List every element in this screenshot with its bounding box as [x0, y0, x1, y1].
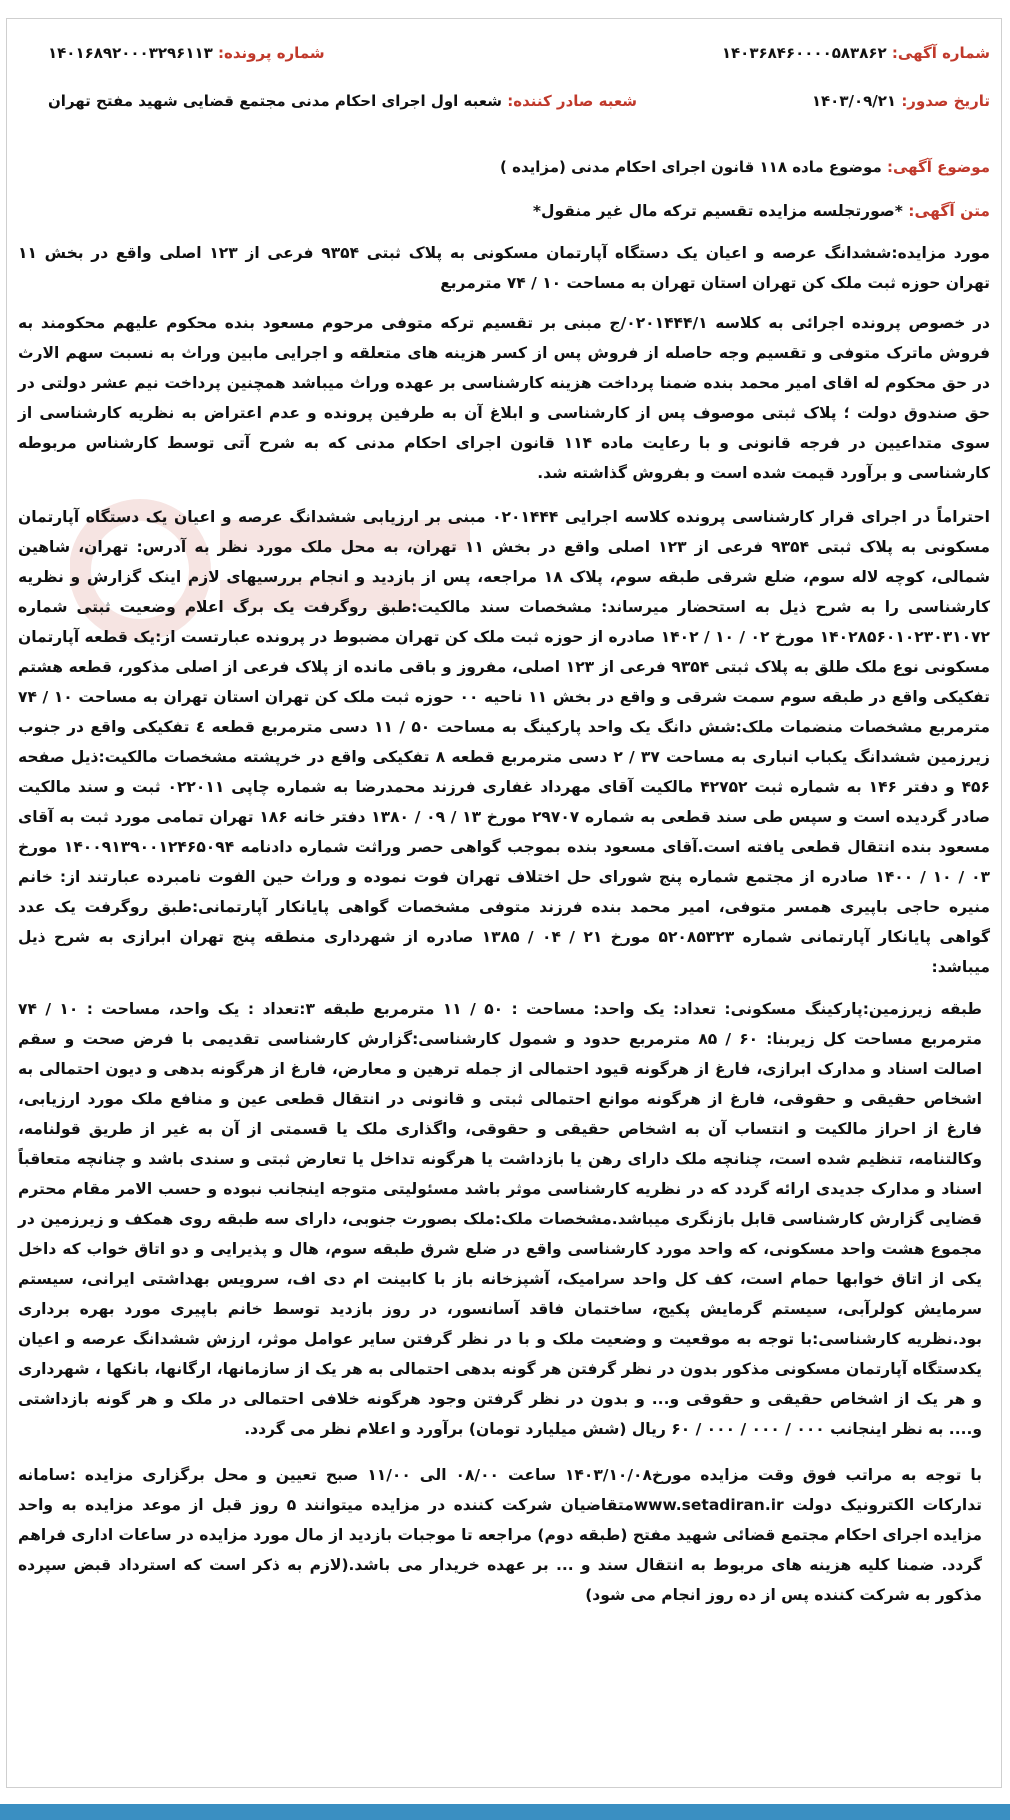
case-number-value: ۱۴۰۱۶۸۹۲۰۰۰۳۲۹۶۱۱۳	[48, 44, 213, 62]
text-heading-value: *صورتجلسه مزایده تقسیم ترکه مال غیر منقول*	[532, 202, 903, 220]
notice-content	[18, 38, 990, 1610]
ad-number-value: ۱۴۰۳۶۸۴۶۰۰۰۰۵۸۳۸۶۲	[721, 44, 887, 62]
subject-label: موضوع آگهی:	[886, 158, 990, 176]
paragraph-expert-report: احتراماً در اجرای قرار کارشناسی پرونده کلاسه اجرایی ۰۲۰۱۴۴۴ مبنی بر ارزیابی ششدانگ عرصه و اعیان یک دستگاه آپارتمان مسکونی به پلاک ثبتی ۹۳۵۴ فرعی از ۱۲۳ اصلی واقع در بخش ۱۱ تهران، به محل ملک مورد نظر به آدرس: تهران، شاهین شمالی، کوچه لاله سوم، ضلع شرقی طبقه سوم، پلاک ۱۸ مراجعه، پس از بازدید و انجام بررسیهای لازم اینک گزارش و نظریه کارشناسی را به شرح ذیل به استحضار میرساند: مشخصات سند مالکیت:طبق روگرفت یک برگ اعلام وضعیت ثبتی شماره ۱۴۰۲۸۵۶۰۱۰۲۳۰۳۱۰۷۲ مورخ ۰۲ / ۱۰ / ۱۴۰۲ صادره از حوزه ثبت ملک کن تهران مضبوط در پرونده عبارتست از:یک قطعه آپارتمان مسکونی نوع ملک طلق به پلاک ثبتی ۹۳۵۴ فرعی از ۱۲۳ اصلی، مفروز و باقی مانده از پلاک فرعی از اصلی مذکور، قطعه هشتم تفکیکی واقع در طبقه سوم سمت شرقی و واقع در بخش ۱۱ ناحیه ۰۰ حوزه ثبت ملک کن تهران استان تهران به مساحت ۱۰ / ۷۴ مترمربع مشخصات منضمات ملک:شش دانگ یک واحد پارکینگ به مساحت ۵۰ / ۱۱ دسی مترمربع قطعه ٤ تفکیکی واقع در جنوب زیرزمین ششدانگ یکباب انباری به مساحت ۳۷ / ۲ دسی مترمربع قطعه ۸ تفکیکی واقع در خرپشته مشخصات مالکیت:ذیل صفحه ۴۵۶ و دفتر ۱۴۶ به شماره ثبت ۴۲۷۵۲ مالکیت آقای مهرداد غفاری فرزند محمدرضا به شماره چاپی ۰۲۲۰۱۱ ثبت و سند مالکیت صادر گردیده است و سپس طی سند قطعی به شماره ۲۹۷۰۷ مورخ ۱۳ / ۰۹ / ۱۳۸۰ دفتر خانه ۱۸۶ تهران تمامی مورد ثبت به آقای مسعود بنده انتقال قطعی یافته است.آقای مسعود بنده بموجب گواهی حصر وراثت شماره دادنامه ۱۴۰۰۹۱۳۹۰۰۱۲۴۶۵۰۹۴ مورخ ۰۳ / ۱۰ / ۱۴۰۰ صادره از مجتمع شماره پنج شورای حل اختلاف تهران فوت نموده و وراث حین الفوت نامبرده عبارتند از: خانم منیره حاجی باپیری همسر متوفی، امیر محمد بنده فرزند متوفی مشخصات گواهی پایانکار آپارتمانی:طبق روگرفت یک عدد گواهی پایانکار آپارتمانی شماره ۵۲۰۸۵۳۲۳ مورخ ۲۱ / ۰۴ / ۱۳۸۵ صادره از شهرداری منطقه پنج تهران ابرازی به شرح ذیل میباشد:	[18, 508, 991, 976]
paragraph-case-summary: در خصوص پرونده اجرائی به کلاسه ۰۲۰۱۴۴۴/۱/ج مبنی بر تقسیم ترکه متوفی مرحوم مسعود بنده محکوم علیهم محکومند به فروش ماترک متوفی و تقسیم وجه حاصله از فروش پس از کسر هزینه های متعلقه و اجرایی مابین وراث به نسبت سهم الارث در حق محکوم له اقای امیر محمد بنده ضمنا پرداخت هزینه کارشناسی بر عهده وراث میباشد همچنین پرداخت نیم عشر دولتی در حق صندوق دولت ؛ پلاک ثبتی موصوف پس از کارشناسی و ابلاغ آن به طرفین پرونده و عدم اعتراض به نظریه کارشناسی از سوی متداعیین در فرجه قانونی و با رعایت ماده ۱۱۴ قانون اجرای احکام مدنی که به شرح آتی توسط کارشناس مربوطه کارشناسی و برآورد قیمت شده است و بفروش گذاشته شد.	[18, 314, 990, 482]
subject-line	[18, 156, 990, 178]
case-number-label: شماره پرونده:	[218, 44, 325, 62]
issue-date	[812, 90, 990, 112]
ad-number-label: شماره آگهی:	[891, 44, 990, 62]
issue-date-value: ۱۴۰۳/۰۹/۲۱	[811, 92, 897, 110]
ad-number	[722, 42, 990, 64]
paragraph-auction-item: مورد مزایده:ششدانگ عرصه و اعیان یک دستگاه آپارتمان مسکونی به پلاک ثبتی ۹۳۵۴ فرعی از ۱۲۳ اصلی واقع در بخش ۱۱ تهران حوزه ثبت ملک کن تهران استان تهران به مساحت ۱۰ / ۷۴ مترمربع	[18, 244, 990, 292]
header-row-2	[18, 90, 990, 112]
text-heading-label: متن آگهی:	[908, 202, 990, 220]
issue-date-label: تاریخ صدور:	[901, 92, 990, 110]
issuer-value: شعبه اول اجرای احکام مدنی مجتمع قضایی شهید مفتح تهران	[48, 92, 502, 110]
subject-value: موضوع ماده ۱۱۸ قانون اجرای احکام مدنی (مزایده )	[500, 158, 882, 176]
text-heading	[18, 200, 990, 222]
issuer	[48, 90, 637, 112]
bottom-bar	[0, 1804, 1010, 1820]
case-number	[48, 42, 325, 64]
paragraph-property-details: طبقه زیرزمین:پارکینگ مسکونی: تعداد: یک واحد: مساحت : ۵۰ / ۱۱ مترمربع طبقه ۳:تعداد : یک واحد، مساحت : ۱۰ / ۷۴ مترمربع مساحت کل زیربنا: ۶۰ / ۸۵ مترمربع حدود و شمول کارشناسی:گزارش کارشناسی تقدیمی با فرض صحت و سقم اصالت اسناد و مدارک ابرازی، فارغ از هرگونه قیود احتمالی از جمله ترهین و معارض، فارغ از هرگونه بدهی و دیون احتمالی به اشخاص حقیقی و حقوقی، فارغ از هرگونه موانع احتمالی ثبتی و قانونی در انتقال قطعی عین و منافع ملک مورد ارزیابی، فارغ از احراز مالکیت و انتساب آن به اشخاص حقیقی و حقوقی، واگذاری ملک یا قسمتی از آن به غیر از طریق قولنامه، وکالتنامه، تنظیم شده است، چنانچه ملک دارای رهن یا بازداشت یا هرگونه تداخل یا تعارض ثبتی و سندی باشد و چنانچه متعاقباً اسناد و مدارک جدیدی ارائه گردد که در نظریه کارشناسی موثر باشد مسئولیتی متوجه اینجانب نبوده و حسب الامر مقام محترم قضایی گزارش کارشناسی قابل بازنگری میباشد.مشخصات ملک:ملک بصورت جنوبی، دارای سه طبقه روی همکف و زیرزمین در مجموع هشت واحد مسکونی، که واحد مورد کارشناسی واقع در ضلع شرق طبقه سوم، هال و پذیرایی و دو اتاق خواب که داخل یکی از اتاق خوابها حمام است، کف کل واحد سرامیک، آشپزخانه باز با کابینت ام دی اف، سرویس بهداشتی ایرانی، سیستم سرمایش کولرآبی، سیستم گرمایش پکیج، ساختمان فاقد آسانسور، در روز بازدید توسط خانم باپیری مورد بهره برداری بود.نظریه کارشناسی:با توجه به موقعیت و وضعیت ملک و با در نظر گرفتن سایر عوامل موثر، ارزش ششدانگ عرصه و اعیان یکدستگاه آپارتمان مسکونی مذکور بدون در نظر گرفتن هر گونه بدهی احتمالی به هر یک از سازمانها، ارگانها، بانکها ، شهرداری و هر یک از اشخاص حقیقی و حقوقی و... و بدون در نظر گرفتن وجود هرگونه خلافی احتمالی در ملک و هر گونه بازداشتی و.... به نظر اینجانب ۰۰۰ / ۰۰۰ / ۰۰۰ / ۶۰ ریال (شش میلیارد تومان) برآورد و اعلام نظر می گردد.	[18, 1000, 982, 1438]
issuer-label: شعبه صادر کننده:	[507, 92, 638, 110]
header-row-1	[18, 42, 990, 64]
paragraph-auction-schedule: با توجه به مراتب فوق وقت مزایده مورخ۱۴۰۳/۱۰/۰۸ ساعت ۰۸/۰۰ الی ۱۱/۰۰ صبح تعیین و محل برگزاری مزایده :سامانه تدارکات الکترونیک دولت www.setadiran.irمتقاضیان شرکت کننده در مزایده میتوانند ۵ روز قبل از موعد مزایده به واحد مزایده اجرای احکام مجتمع قضائی شهید مفتح (طبقه دوم) مراجعه تا موجبات بازدید از مال مورد مزایده در ساعات اداری فراهم گردد. ضمنا کلیه هزینه های مربوط به انتقال سند و ... بر عهده خریدار می باشد.(لازم به ذکر است که استرداد قبض سپرده مذکور به شرکت کننده پس از ده روز انجام می شود)	[18, 1466, 982, 1604]
